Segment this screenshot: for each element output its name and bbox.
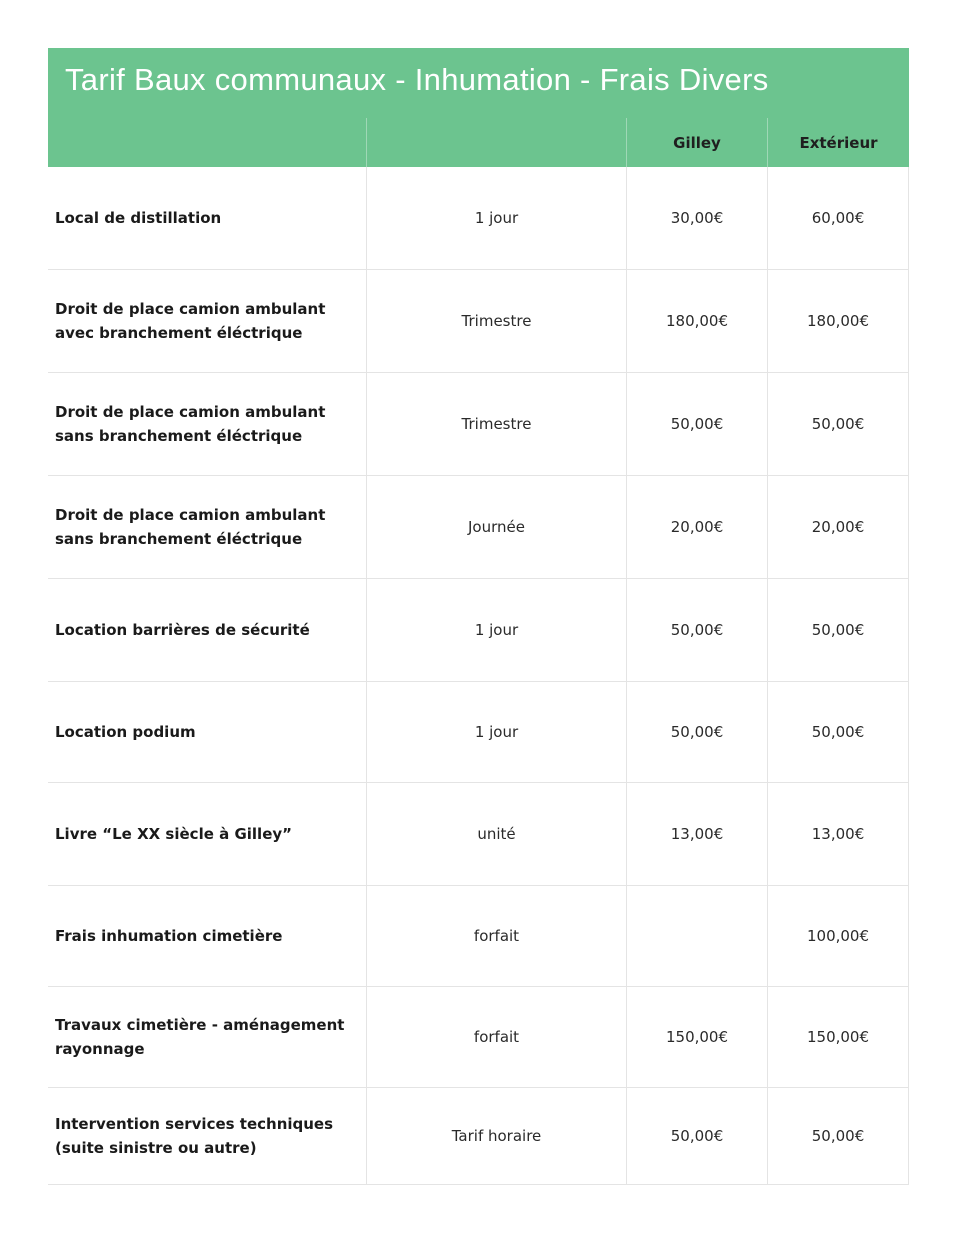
row-price-gilley: 180,00€ bbox=[626, 270, 767, 372]
row-unit: 1 jour bbox=[366, 167, 626, 269]
column-header-gilley: Gilley bbox=[626, 118, 767, 167]
row-price-exterieur: 50,00€ bbox=[767, 1088, 909, 1184]
row-price-exterieur: 13,00€ bbox=[767, 783, 909, 885]
column-header-item bbox=[48, 118, 366, 167]
row-unit: 1 jour bbox=[366, 682, 626, 782]
table-row bbox=[48, 476, 909, 579]
row-price-gilley: 50,00€ bbox=[626, 579, 767, 681]
row-price-exterieur: 180,00€ bbox=[767, 270, 909, 372]
row-item: Droit de place camion ambulant sans branchement éléctrique bbox=[55, 403, 326, 445]
row-price-exterieur: 20,00€ bbox=[767, 476, 909, 578]
row-price-gilley: 50,00€ bbox=[626, 1088, 767, 1184]
row-price-gilley bbox=[626, 886, 767, 986]
row-item: Local de distillation bbox=[55, 209, 222, 227]
row-price-exterieur: 50,00€ bbox=[767, 373, 909, 475]
column-header-row bbox=[48, 118, 909, 167]
row-item: Location barrières de sécurité bbox=[55, 621, 310, 639]
table-header bbox=[48, 48, 909, 167]
row-unit: 1 jour bbox=[366, 579, 626, 681]
row-unit: Tarif horaire bbox=[366, 1088, 626, 1184]
row-unit: Journée bbox=[366, 476, 626, 578]
row-price-exterieur: 50,00€ bbox=[767, 579, 909, 681]
row-unit: unité bbox=[366, 783, 626, 885]
row-price-exterieur: 60,00€ bbox=[767, 167, 909, 269]
table-row bbox=[48, 579, 909, 682]
row-item: Frais inhumation cimetière bbox=[55, 927, 283, 945]
row-price-gilley: 20,00€ bbox=[626, 476, 767, 578]
row-price-exterieur: 150,00€ bbox=[767, 987, 909, 1087]
row-item: Intervention services techniques (suite sinistre ou autre) bbox=[55, 1115, 334, 1157]
row-unit: forfait bbox=[366, 886, 626, 986]
table-row bbox=[48, 682, 909, 783]
table-row bbox=[48, 1088, 909, 1185]
row-item: Droit de place camion ambulant sans branchement éléctrique bbox=[55, 506, 326, 548]
row-price-exterieur: 100,00€ bbox=[767, 886, 909, 986]
row-item: Location podium bbox=[55, 723, 196, 741]
table-row bbox=[48, 783, 909, 886]
row-unit: forfait bbox=[366, 987, 626, 1087]
row-unit: Trimestre bbox=[366, 373, 626, 475]
column-header-unit bbox=[366, 118, 626, 167]
row-unit: Trimestre bbox=[366, 270, 626, 372]
table-row bbox=[48, 373, 909, 476]
row-price-gilley: 150,00€ bbox=[626, 987, 767, 1087]
table-row bbox=[48, 270, 909, 373]
row-price-gilley: 30,00€ bbox=[626, 167, 767, 269]
column-header-exterieur: Extérieur bbox=[767, 118, 909, 167]
row-price-gilley: 50,00€ bbox=[626, 373, 767, 475]
row-price-gilley: 50,00€ bbox=[626, 682, 767, 782]
row-item: Travaux cimetière - aménagement rayonnage bbox=[55, 1016, 345, 1058]
row-item: Droit de place camion ambulant avec branchement éléctrique bbox=[55, 300, 326, 342]
table-row bbox=[48, 886, 909, 987]
table-row bbox=[48, 987, 909, 1088]
row-price-exterieur: 50,00€ bbox=[767, 682, 909, 782]
tariff-table bbox=[48, 48, 909, 1185]
row-price-gilley: 13,00€ bbox=[626, 783, 767, 885]
page-title: Tarif Baux communaux - Inhumation - Frais Divers bbox=[65, 62, 769, 97]
row-item: Livre “Le XX siècle à Gilley” bbox=[55, 825, 292, 843]
table-row bbox=[48, 167, 909, 270]
